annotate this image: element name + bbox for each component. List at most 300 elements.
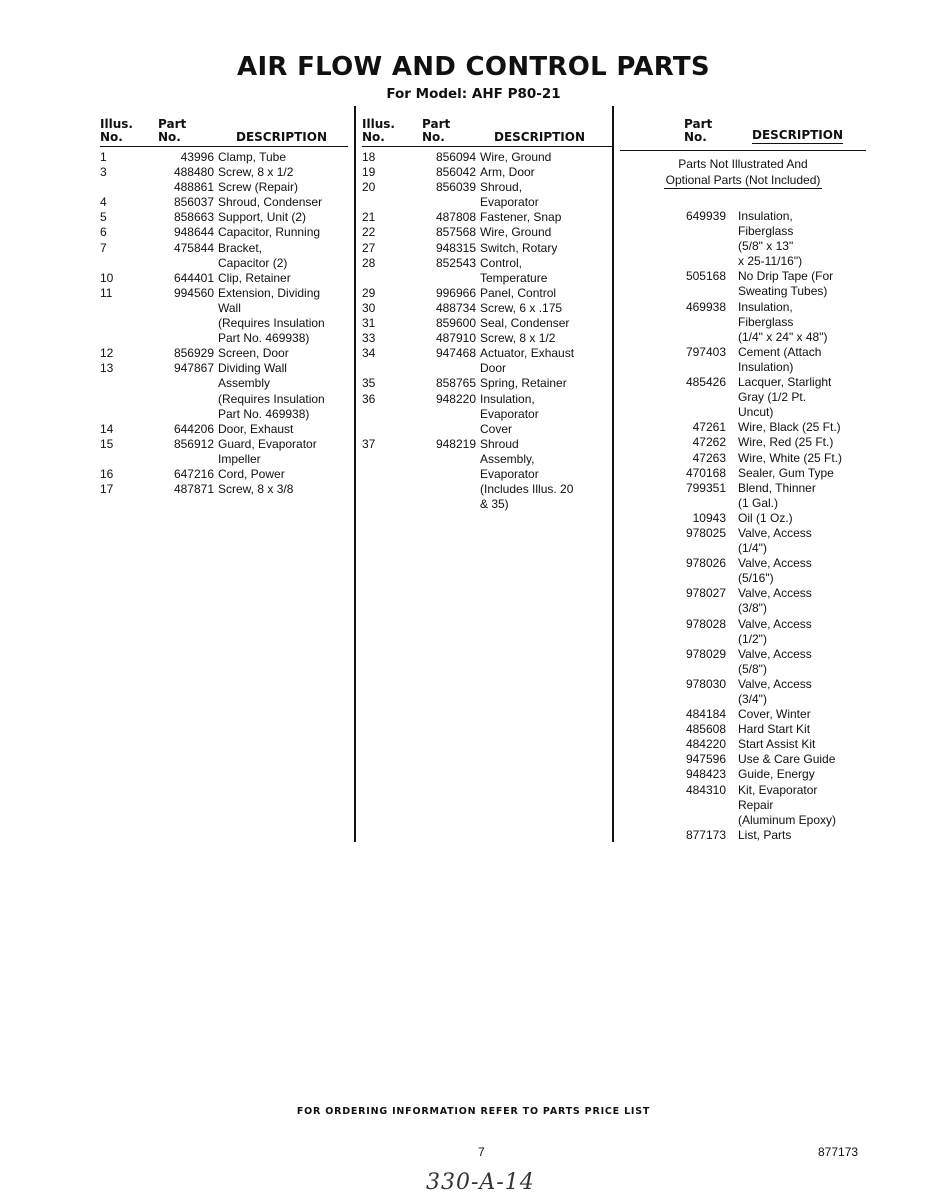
illus-no [100,376,150,391]
illus-no: 16 [100,466,114,481]
part-description: (5/8") [738,661,767,676]
part-row [620,254,866,269]
part-description: Lacquer, Starlight [738,375,832,390]
column-3-rows [620,209,866,843]
part-row [620,405,866,420]
part-description: (Requires Insulation [218,391,325,406]
part-no: 978026 [685,556,726,571]
illus-no [100,301,150,316]
part-row [362,150,612,165]
part-description: Extension, Dividing [218,285,321,300]
parts-column-1 [100,112,348,497]
part-row [100,407,348,422]
part-description: Cover [480,421,513,436]
part-row [620,813,866,828]
part-no [412,482,480,497]
part-row [362,467,612,482]
part-no [412,452,480,467]
part-no [620,601,738,616]
part-row [100,452,348,467]
illus-no: 14 [100,421,114,436]
illus-no: 15 [100,436,114,451]
part-description: Uncut) [738,405,774,420]
part-no: 485608 [685,722,726,737]
illus-no [100,331,150,346]
illus-no [362,422,412,437]
part-description: Evaporator [480,195,539,210]
part-no: 470168 [685,465,726,480]
part-description: Valve, Access [738,525,812,540]
part-no: 10943 [692,510,726,525]
part-row [620,647,866,662]
part-row [620,737,866,752]
part-description: Guard, Evaporator [218,436,317,451]
part-description: Dividing Wall [218,361,287,376]
illus-no: 20 [362,180,376,195]
part-no: 947867 [173,361,214,376]
part-no [412,271,480,286]
part-row [100,256,348,271]
part-row [620,617,866,632]
part-row [620,435,866,450]
part-row [100,301,348,316]
part-no-header: Part No. [422,117,451,144]
part-no: 994560 [173,285,214,300]
part-no: 47263 [692,450,726,465]
part-row [100,361,348,376]
part-description: Insulation) [738,359,794,374]
part-row [620,300,866,315]
notice-line-1: Parts Not Illustrated And [678,157,808,171]
column-divider-right [612,106,614,842]
illus-no: 34 [362,346,376,361]
column-1-header [100,112,348,147]
part-row [362,331,612,346]
part-row [100,346,348,361]
description-header: DESCRIPTION [236,130,328,144]
part-no: 978027 [685,586,726,601]
illus-no: 22 [362,225,376,240]
part-description: Insulation, [738,209,793,223]
part-row [100,437,348,452]
part-no: 978028 [685,616,726,631]
part-row [100,165,348,180]
part-no [412,407,480,422]
part-no [412,422,480,437]
illus-no [100,256,150,271]
part-description: Wall [218,300,241,315]
part-no: 484220 [685,737,726,752]
part-row [620,526,866,541]
part-no [620,315,738,330]
part-no: 856912 [173,436,214,451]
part-description: Valve, Access [738,586,812,601]
part-no: 484184 [685,707,726,722]
part-no: 948219 [435,436,476,451]
document-number: 877173 [818,1145,859,1159]
part-row [620,269,866,284]
part-row [362,376,612,391]
part-row [100,150,348,165]
part-row [362,361,612,376]
part-row [100,271,348,286]
part-row [620,541,866,556]
part-row [100,195,348,210]
part-description: Clamp, Tube [218,150,287,164]
part-row [362,180,612,195]
part-no [412,467,480,482]
part-description: No Drip Tape (For [738,269,834,284]
part-row [620,586,866,601]
part-no: 859600 [435,316,476,331]
part-row [620,315,866,330]
part-description: Switch, Rotary [480,240,558,255]
part-description: Screw (Repair) [218,180,299,195]
part-no: 475844 [173,240,214,255]
illus-no: 30 [362,300,376,315]
description-header: DESCRIPTION [752,128,844,142]
part-row [362,271,612,286]
part-row [620,662,866,677]
part-no: 856037 [173,195,214,210]
part-no [620,254,738,269]
part-no [620,405,738,420]
part-row [362,316,612,331]
part-no: 948315 [435,240,476,255]
part-row [620,345,866,360]
part-description: Wire, Ground [480,225,552,240]
illus-no [100,392,150,407]
part-row [100,392,348,407]
part-description: Panel, Control [480,285,557,300]
illus-no: 7 [100,240,107,255]
part-row [620,828,866,843]
part-no [150,407,218,422]
part-row [362,286,612,301]
part-row [362,210,612,225]
part-description: (Includes Illus. 20 [480,482,574,497]
part-description: Part No. 469938) [218,406,310,421]
part-row [620,511,866,526]
illus-no [362,407,412,422]
part-description: Arm, Door [480,165,535,180]
parts-column-3 [620,112,866,843]
part-description: (1/4") [738,541,767,556]
part-description: Temperature [480,270,548,285]
part-row [362,392,612,407]
illus-no: 13 [100,361,114,376]
part-description: Valve, Access [738,556,812,571]
part-row [620,601,866,616]
part-description: Support, Unit (2) [218,210,307,225]
part-no: 644206 [173,421,214,436]
illus-no [100,452,150,467]
illus-no: 17 [100,482,114,497]
illus-no: 4 [100,195,107,210]
part-no: 649939 [685,209,726,223]
part-row [620,692,866,707]
part-description: Kit, Evaporator [738,782,818,797]
part-description: Cement (Attach [738,344,822,359]
part-description: (1/4" x 24" x 48") [738,329,828,344]
part-no: 996966 [435,285,476,300]
part-row [362,241,612,256]
part-no: 487910 [435,331,476,346]
illus-no [100,316,150,331]
part-row [100,422,348,437]
column-3-header [620,112,866,146]
part-description: Blend, Thinner [738,480,816,495]
part-no: 484310 [685,782,726,797]
part-row [620,677,866,692]
part-row [620,224,866,239]
part-description: Fastener, Snap [480,210,562,225]
part-no: 857568 [435,225,476,240]
part-description: Fiberglass [738,314,794,329]
part-row [620,556,866,571]
part-no: 647216 [173,466,214,481]
part-row [620,481,866,496]
part-no [620,798,738,813]
part-description: Start Assist Kit [738,737,816,752]
part-no [620,224,738,239]
part-description: Gray (1/2 Pt. [738,390,807,405]
part-description: Spring, Retainer [480,376,567,391]
illus-no: 29 [362,285,376,300]
part-row [362,407,612,422]
part-no: 799351 [685,480,726,495]
part-no: 47261 [692,420,726,435]
part-description: Evaporator [480,466,539,481]
part-description: Bracket, [218,240,263,255]
part-row [620,571,866,586]
part-no: 948423 [685,767,726,782]
part-row [620,451,866,466]
part-no [150,331,218,346]
part-description: Hard Start Kit [738,722,811,737]
part-no [620,496,738,511]
part-no: 488861 [173,180,214,195]
part-description: Evaporator [480,406,539,421]
part-description: Use & Care Guide [738,752,836,767]
part-description: Oil (1 Oz.) [738,510,793,525]
illus-no: 5 [100,210,107,225]
part-no: 978030 [685,676,726,691]
part-no: 858765 [435,376,476,391]
part-description: (5/16") [738,571,774,586]
part-row [362,256,612,271]
part-description: (1 Gal.) [738,495,779,510]
part-row [100,482,348,497]
part-row [620,722,866,737]
illus-no [362,195,412,210]
part-row [620,209,866,224]
part-row [100,180,348,195]
part-description: Control, [480,255,523,270]
notice-line-2: Optional Parts (Not Included) [665,173,821,187]
part-no [412,195,480,210]
part-no: 856929 [173,346,214,361]
part-description: (Aluminum Epoxy) [738,812,837,827]
column-2-header [362,112,612,147]
part-description: (Requires Insulation [218,316,325,331]
illus-no [362,361,412,376]
illus-no [362,452,412,467]
illus-no [362,271,412,286]
part-row [362,497,612,512]
part-no [620,239,738,254]
part-row [362,452,612,467]
part-no [620,632,738,647]
part-row [362,225,612,240]
part-row [100,241,348,256]
illus-no [100,407,150,422]
part-row [362,482,612,497]
part-description: Screw, 8 x 1/2 [218,165,294,180]
part-description: Impeller [218,451,261,466]
illus-no: 33 [362,331,376,346]
part-no [620,571,738,586]
part-no: 852543 [435,255,476,270]
part-description: Wire, Ground [480,150,552,164]
part-row [620,375,866,390]
part-description: Screen, Door [218,346,289,361]
part-description: Shroud, Condenser [218,195,323,210]
illus-no: 31 [362,316,376,331]
part-row [362,165,612,180]
illus-no: 35 [362,376,376,391]
part-no: 485426 [685,375,726,390]
part-description: List, Parts [738,827,792,842]
part-row [620,798,866,813]
part-description: Valve, Access [738,646,812,661]
part-no [620,541,738,556]
part-description: Cord, Power [218,466,285,481]
part-no: 797403 [685,344,726,359]
part-row [362,195,612,210]
part-no: 856042 [435,165,476,180]
part-no: 948220 [435,391,476,406]
part-row [620,707,866,722]
part-row [100,331,348,346]
part-description: Valve, Access [738,676,812,691]
part-description: Shroud, [480,180,523,195]
part-no [412,361,480,376]
part-no: 947468 [435,346,476,361]
part-no: 978025 [685,525,726,540]
part-description: (5/8" x 13" [738,239,794,254]
part-row [100,467,348,482]
illus-no: 10 [100,270,114,285]
part-description: & 35) [480,497,509,512]
part-no: 877173 [685,827,726,842]
optional-parts-notice [620,150,866,191]
part-description: Door, Exhaust [218,421,294,436]
model-subtitle: For Model: AHF P80-21 [386,86,561,102]
column-2-rows [362,147,612,512]
part-row [620,239,866,254]
part-no: 469938 [685,299,726,314]
part-row [620,284,866,299]
part-description: x 25-11/16") [738,254,803,269]
part-description: Screw, 8 x 1/2 [480,331,556,346]
illus-no: 18 [362,150,376,164]
part-row [362,437,612,452]
part-row [620,632,866,647]
part-description: (3/4") [738,692,767,706]
part-no [620,360,738,375]
illus-no: 19 [362,165,376,180]
illus-no [362,497,412,512]
page-title: AIR FLOW AND CONTROL PARTS [237,52,710,82]
part-description: Sweating Tubes) [738,284,828,299]
part-description: Sealer, Gum Type [738,465,834,480]
part-no [620,284,738,299]
part-no: 947596 [685,752,726,767]
part-no: 505168 [685,269,726,284]
part-row [362,301,612,316]
part-no [620,662,738,677]
part-description: (3/8") [738,601,767,616]
part-description: Part No. 469938) [218,331,310,346]
part-no [620,330,738,345]
part-no [150,316,218,331]
part-row [620,330,866,345]
illus-no [100,180,150,195]
part-description: Door [480,361,507,376]
part-row [620,752,866,767]
part-no: 488734 [435,300,476,315]
illus-no: 21 [362,210,376,225]
part-no: 43996 [180,150,214,164]
part-no [620,813,738,828]
part-no: 856039 [435,180,476,195]
illus-no: 36 [362,391,376,406]
part-description: Wire, White (25 Ft.) [738,450,843,465]
part-no [150,392,218,407]
part-no: 978029 [685,646,726,661]
part-no: 47262 [692,435,726,450]
part-description: Assembly [218,376,271,391]
page-number: 7 [478,1145,485,1159]
part-no [620,390,738,405]
part-description: Shroud [480,436,519,451]
part-description: Fiberglass [738,224,794,239]
illus-no: 28 [362,255,376,270]
illus-no: 11 [100,285,113,300]
illus-no: 12 [100,346,114,361]
part-no: 858663 [173,210,214,225]
part-description: Clip, Retainer [218,270,291,285]
illus-no: 37 [362,436,376,451]
illus-no: 27 [362,240,376,255]
description-header: DESCRIPTION [494,130,586,144]
illus-no: 3 [100,165,107,180]
part-description: Guide, Energy [738,767,815,782]
part-no-header: Part No. [158,117,187,144]
part-description: Screw, 6 x .175 [480,300,563,315]
part-row [620,420,866,435]
part-row [620,783,866,798]
part-row [100,316,348,331]
column-1-rows [100,147,348,497]
part-description: Insulation, [738,299,793,314]
illus-no: 6 [100,225,107,240]
part-description: Repair [738,797,774,812]
part-row [620,496,866,511]
part-row [100,210,348,225]
part-description: Screw, 8 x 3/8 [218,482,294,497]
